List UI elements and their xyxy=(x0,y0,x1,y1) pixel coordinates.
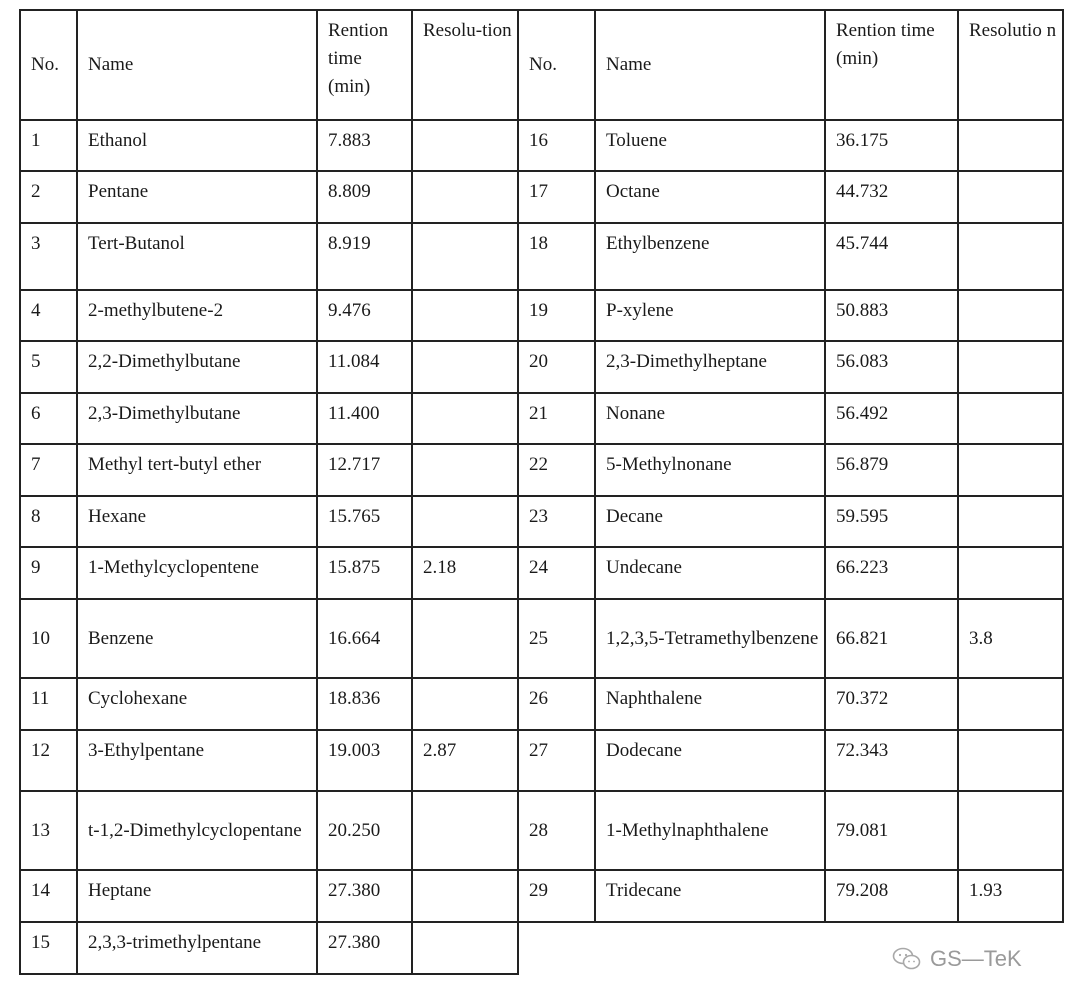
cell-name xyxy=(76,921,318,975)
cell-no-text: 17 xyxy=(529,181,548,202)
cell-retention-time xyxy=(316,598,413,679)
cell-retention-time-text: 12.717 xyxy=(328,454,381,475)
cell-retention-time-text: 72.343 xyxy=(836,740,889,761)
cell-retention-time xyxy=(824,222,959,291)
cell-resolution xyxy=(957,729,1064,792)
watermark xyxy=(892,944,1022,974)
cell-no-text: 15 xyxy=(31,932,50,953)
cell-name xyxy=(76,170,318,224)
cell-resolution xyxy=(411,790,519,871)
cell-name xyxy=(594,340,826,394)
cell-no-text: 18 xyxy=(529,233,548,254)
cell-name xyxy=(594,495,826,548)
cell-retention-time xyxy=(824,598,959,679)
cell-retention-time-text: 70.372 xyxy=(836,688,889,709)
cell-no xyxy=(517,869,596,923)
cell-no-text: 10 xyxy=(31,627,50,649)
cell-resolution xyxy=(411,340,519,394)
cell-resolution xyxy=(957,546,1064,600)
cell-no-text: 14 xyxy=(31,880,50,901)
cell-name xyxy=(594,289,826,342)
cell-name xyxy=(594,443,826,497)
cell-no-text: 6 xyxy=(31,403,41,424)
cell-no-text: 11 xyxy=(31,688,50,709)
cell-resolution xyxy=(411,598,519,679)
cell-retention-time-text: 45.744 xyxy=(836,233,889,254)
cell-no xyxy=(19,392,78,445)
cell-resolution xyxy=(411,289,519,342)
cell-name xyxy=(76,340,318,394)
cell-name-text: Ethylbenzene xyxy=(606,233,710,254)
cell-resolution xyxy=(411,921,519,975)
cell-retention-time-text: 11.400 xyxy=(328,403,380,424)
cell-name-text: 2-methylbutene-2 xyxy=(88,300,224,321)
cell-no-text: 28 xyxy=(529,819,548,841)
cell-name xyxy=(594,869,826,923)
cell-no xyxy=(517,119,596,172)
cell-resolution xyxy=(957,677,1064,731)
cell-retention-time-text: 66.821 xyxy=(836,627,889,649)
cell-no xyxy=(517,392,596,445)
cell-resolution xyxy=(957,790,1064,871)
cell-resolution xyxy=(957,340,1064,394)
cell-name xyxy=(76,119,318,172)
cell-retention-time-text: 50.883 xyxy=(836,300,889,321)
cell-retention-time xyxy=(316,546,413,600)
cell-no xyxy=(19,289,78,342)
cell-retention-time xyxy=(316,392,413,445)
cell-resolution xyxy=(411,119,519,172)
cell-name-text: 2,3-Dimethylheptane xyxy=(606,351,767,372)
cell-retention-time-text: 15.765 xyxy=(328,506,381,527)
cell-no xyxy=(19,921,78,975)
cell-no-text: 7 xyxy=(31,454,41,475)
cell-name xyxy=(76,598,318,679)
cell-retention-time xyxy=(824,495,959,548)
cell-name-text: Dodecane xyxy=(606,740,682,761)
cell-name-text: Heptane xyxy=(88,880,152,901)
watermark-text: GS—TeK xyxy=(930,946,1022,971)
header-no-text: No. xyxy=(31,54,59,75)
cell-retention-time-text: 56.083 xyxy=(836,351,889,372)
cell-retention-time-text: 59.595 xyxy=(836,506,889,527)
cell-no-text: 22 xyxy=(529,454,548,475)
cell-name xyxy=(76,790,318,871)
cell-name xyxy=(76,869,318,923)
cell-retention-time xyxy=(316,869,413,923)
cell-name-text: 1-Methylnaphthalene xyxy=(606,819,769,841)
cell-no-text: 25 xyxy=(529,627,548,649)
cell-retention-time-text: 56.879 xyxy=(836,454,889,475)
cell-no xyxy=(19,869,78,923)
cell-name-text: 1,2,3,5-Tetramethylbenzene xyxy=(606,627,819,649)
cell-retention-time-text: 79.208 xyxy=(836,880,889,901)
cell-retention-time xyxy=(316,495,413,548)
cell-resolution-text: 2.87 xyxy=(423,740,457,761)
cell-retention-time xyxy=(824,119,959,172)
cell-no xyxy=(517,677,596,731)
cell-no-text: 26 xyxy=(529,688,548,709)
header-resolution-text: Resolu-tion xyxy=(423,20,512,41)
cell-name xyxy=(76,495,318,548)
cell-retention-time xyxy=(824,790,959,871)
cell-name-text: Naphthalene xyxy=(606,688,703,709)
header-name-text: Name xyxy=(606,54,652,75)
cell-no-text: 29 xyxy=(529,880,548,901)
cell-no-text: 4 xyxy=(31,300,41,321)
cell-no-text: 24 xyxy=(529,557,548,578)
header-name xyxy=(594,9,826,121)
cell-no xyxy=(517,729,596,792)
cell-retention-time xyxy=(316,222,413,291)
cell-no xyxy=(517,495,596,548)
cell-retention-time-text: 18.836 xyxy=(328,688,381,709)
cell-no xyxy=(19,443,78,497)
cell-name-text: Nonane xyxy=(606,403,666,424)
cell-resolution xyxy=(957,289,1064,342)
cell-retention-time-text: 19.003 xyxy=(328,740,381,761)
cell-name-text: Cyclohexane xyxy=(88,688,188,709)
cell-name-text: Benzene xyxy=(88,627,154,649)
cell-no xyxy=(517,790,596,871)
cell-retention-time-text: 16.664 xyxy=(328,627,381,649)
cell-retention-time-text: 36.175 xyxy=(836,130,889,151)
cell-no xyxy=(19,677,78,731)
cell-retention-time xyxy=(316,170,413,224)
header-retention-time-text: Rention time (min) xyxy=(836,20,935,69)
cell-no-text: 13 xyxy=(31,819,50,841)
cell-name xyxy=(594,170,826,224)
cell-name xyxy=(76,443,318,497)
header-retention-time xyxy=(824,9,959,121)
cell-no xyxy=(19,222,78,291)
cell-no xyxy=(517,289,596,342)
cell-no-text: 16 xyxy=(529,130,548,151)
header-resolution-text: Resolutio n xyxy=(969,20,1057,41)
cell-name-text: Ethanol xyxy=(88,130,148,151)
header-name xyxy=(76,9,318,121)
cell-retention-time-text: 7.883 xyxy=(328,130,371,151)
cell-no-text: 9 xyxy=(31,557,41,578)
cell-no xyxy=(19,790,78,871)
header-no-text: No. xyxy=(529,54,557,75)
cell-no xyxy=(517,546,596,600)
cell-name xyxy=(76,289,318,342)
cell-retention-time xyxy=(824,392,959,445)
cell-resolution xyxy=(957,598,1064,679)
cell-no xyxy=(517,222,596,291)
cell-name xyxy=(594,392,826,445)
cell-resolution xyxy=(957,392,1064,445)
cell-no-text: 20 xyxy=(529,351,548,372)
cell-name-text: Tridecane xyxy=(606,880,682,901)
cell-no-text: 21 xyxy=(529,403,548,424)
cell-resolution xyxy=(411,443,519,497)
cell-retention-time xyxy=(824,869,959,923)
cell-retention-time xyxy=(316,340,413,394)
cell-resolution xyxy=(957,119,1064,172)
cell-retention-time xyxy=(316,443,413,497)
cell-name-text: Tert-Butanol xyxy=(88,233,185,254)
cell-no xyxy=(517,443,596,497)
cell-name-text: Toluene xyxy=(606,130,667,151)
cell-resolution xyxy=(411,729,519,792)
cell-name-text: 2,3-Dimethylbutane xyxy=(88,403,241,424)
cell-name xyxy=(594,222,826,291)
cell-no xyxy=(19,119,78,172)
cell-no xyxy=(19,546,78,600)
cell-resolution xyxy=(957,443,1064,497)
cell-retention-time-text: 15.875 xyxy=(328,557,381,578)
header-resolution xyxy=(411,9,519,121)
cell-no-text: 2 xyxy=(31,181,41,202)
cell-name-text: 2,3,3-trimethylpentane xyxy=(88,932,262,953)
cell-retention-time-text: 11.084 xyxy=(328,351,380,372)
cell-resolution xyxy=(411,222,519,291)
cell-retention-time xyxy=(316,677,413,731)
cell-name-text: Decane xyxy=(606,506,663,527)
cell-name xyxy=(594,119,826,172)
cell-retention-time-text: 27.380 xyxy=(328,880,381,901)
cell-no-text: 8 xyxy=(31,506,41,527)
cell-no xyxy=(19,170,78,224)
cell-name xyxy=(594,729,826,792)
header-no xyxy=(517,9,596,121)
cell-no-text: 23 xyxy=(529,506,548,527)
cell-name-text: Hexane xyxy=(88,506,147,527)
cell-resolution-text: 2.18 xyxy=(423,557,457,578)
cell-retention-time xyxy=(316,729,413,792)
cell-resolution xyxy=(957,869,1064,923)
cell-retention-time xyxy=(316,119,413,172)
cell-resolution xyxy=(411,392,519,445)
cell-name-text: 2,2-Dimethylbutane xyxy=(88,351,241,372)
cell-retention-time-text: 8.809 xyxy=(328,181,371,202)
cell-no-text: 27 xyxy=(529,740,548,761)
cell-resolution xyxy=(411,170,519,224)
cell-retention-time-text: 8.919 xyxy=(328,233,371,254)
cell-retention-time xyxy=(824,340,959,394)
cell-retention-time-text: 56.492 xyxy=(836,403,889,424)
cell-no xyxy=(19,495,78,548)
cell-no xyxy=(517,598,596,679)
cell-no xyxy=(517,170,596,224)
cell-no xyxy=(19,340,78,394)
cell-resolution xyxy=(411,869,519,923)
cell-retention-time-text: 9.476 xyxy=(328,300,371,321)
header-no xyxy=(19,9,78,121)
header-retention-time-text: Rention time (min) xyxy=(328,20,389,97)
cell-no-text: 3 xyxy=(31,233,41,254)
cell-resolution xyxy=(411,677,519,731)
cell-retention-time xyxy=(824,443,959,497)
cell-name-text: t-1,2-Dimethylcyclopentane xyxy=(88,819,302,841)
cell-name xyxy=(76,677,318,731)
cell-resolution xyxy=(411,495,519,548)
cell-retention-time-text: 44.732 xyxy=(836,181,889,202)
header-resolution xyxy=(957,9,1064,121)
cell-name xyxy=(594,790,826,871)
cell-name-text: 3-Ethylpentane xyxy=(88,740,205,761)
cell-no xyxy=(19,598,78,679)
cell-resolution xyxy=(957,222,1064,291)
cell-resolution xyxy=(957,495,1064,548)
cell-name xyxy=(76,222,318,291)
cell-resolution xyxy=(957,170,1064,224)
cell-retention-time xyxy=(824,729,959,792)
cell-no-text: 5 xyxy=(31,351,41,372)
cell-retention-time-text: 27.380 xyxy=(328,932,381,953)
cell-name xyxy=(594,546,826,600)
cell-resolution xyxy=(411,546,519,600)
cell-no-text: 12 xyxy=(31,740,50,761)
cell-name xyxy=(76,392,318,445)
cell-name-text: Pentane xyxy=(88,181,149,202)
cell-retention-time xyxy=(316,790,413,871)
cell-name xyxy=(76,729,318,792)
cell-name xyxy=(76,546,318,600)
cell-retention-time xyxy=(824,289,959,342)
cell-retention-time-text: 20.250 xyxy=(328,819,381,841)
cell-name-text: Undecane xyxy=(606,557,682,578)
cell-name-text: Octane xyxy=(606,181,660,202)
cell-retention-time xyxy=(824,170,959,224)
cell-no-text: 1 xyxy=(31,130,41,151)
cell-retention-time xyxy=(824,677,959,731)
header-retention-time xyxy=(316,9,413,121)
cell-retention-time-text: 79.081 xyxy=(836,819,889,841)
cell-name-text: 5-Methylnonane xyxy=(606,454,732,475)
cell-retention-time xyxy=(316,289,413,342)
cell-resolution-text: 3.8 xyxy=(969,627,993,649)
cell-resolution-text: 1.93 xyxy=(969,880,1003,901)
cell-name xyxy=(594,677,826,731)
cell-name xyxy=(594,598,826,679)
cell-name-text: P-xylene xyxy=(606,300,674,321)
cell-no xyxy=(517,340,596,394)
header-name-text: Name xyxy=(88,54,134,75)
cell-name-text: 1-Methylcyclopentene xyxy=(88,557,259,578)
cell-name-text: Methyl tert-butyl ether xyxy=(88,454,262,475)
cell-retention-time-text: 66.223 xyxy=(836,557,889,578)
cell-no xyxy=(19,729,78,792)
cell-no-text: 19 xyxy=(529,300,548,321)
cell-retention-time xyxy=(316,921,413,975)
wechat-icon xyxy=(892,946,922,972)
cell-retention-time xyxy=(824,546,959,600)
